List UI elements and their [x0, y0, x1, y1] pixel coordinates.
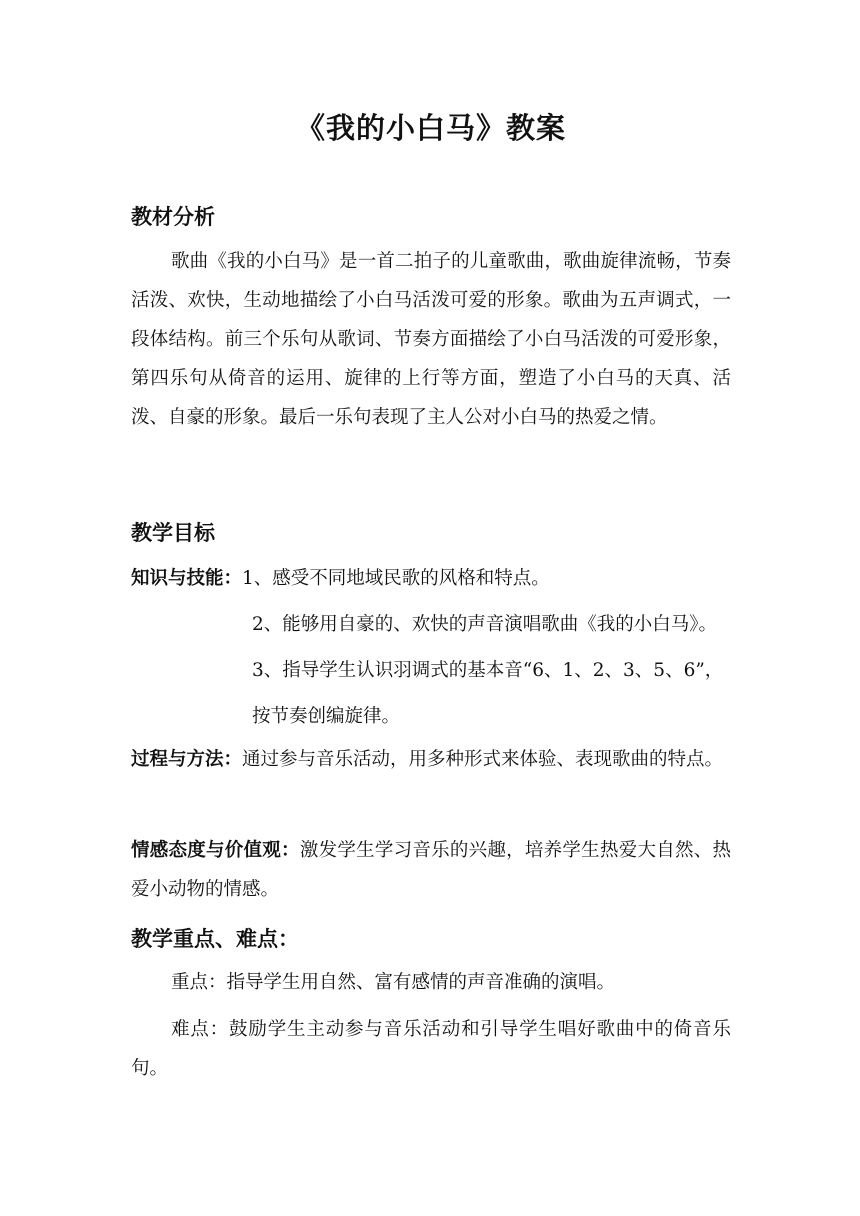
knowledge-item-1: 1、感受不同地域民歌的风格和特点。: [242, 568, 550, 589]
emotion-label: 情感态度与价值观：: [131, 840, 300, 861]
section-heading-key-points: 教学重点、难点：: [131, 927, 299, 951]
emotion-text: 激发学生学习音乐的兴趣，培养学生热爱大自然、热爱小动物的情感。: [131, 840, 731, 900]
knowledge-item-3-continued: 按节奏创编旋律。: [252, 706, 401, 727]
knowledge-item-2: 2、能够用自豪的、欢快的声音演唱歌曲《我的小白马》。: [252, 614, 718, 635]
knowledge-row: [131, 559, 550, 598]
emotion-paragraph: [131, 831, 731, 909]
section-heading-analysis: 教材分析: [131, 205, 215, 229]
analysis-paragraph: 歌曲《我的小白马》是一首二拍子的儿童歌曲，歌曲旋律流畅，节奏活泼、欢快，生动地描绘了小白马活泼可爱的形象。歌曲为五声调式，一段体结构。前三个乐句从歌词、节奏方面描绘了小白马活泼的可爱形象，第四乐句从倚音的运用、旋律的上行等方面，塑造了小白马的天真、活泼、自豪的形象。最后一乐句表现了主人公对小白马的热爱之情。: [131, 251, 731, 428]
document-title: 《我的小白马》教案: [295, 111, 566, 145]
knowledge-item-3: 3、指导学生认识羽调式的基本音“6、1、2、3、5、6”，: [252, 660, 724, 681]
difficult-point-paragraph: 难点：鼓励学生主动参与音乐活动和引导学生唱好歌曲中的倚音乐句。: [131, 1019, 731, 1079]
key-point-paragraph: 重点：指导学生用自然、富有感情的声音准确的演唱。: [171, 972, 616, 993]
process-label: 过程与方法：: [131, 749, 243, 770]
process-text: 通过参与音乐活动，用多种形式来体验、表现歌曲的特点。: [242, 749, 724, 770]
knowledge-label: 知识与技能：: [131, 568, 243, 589]
section-heading-objectives: 教学目标: [131, 521, 215, 545]
process-paragraph: [131, 740, 731, 779]
